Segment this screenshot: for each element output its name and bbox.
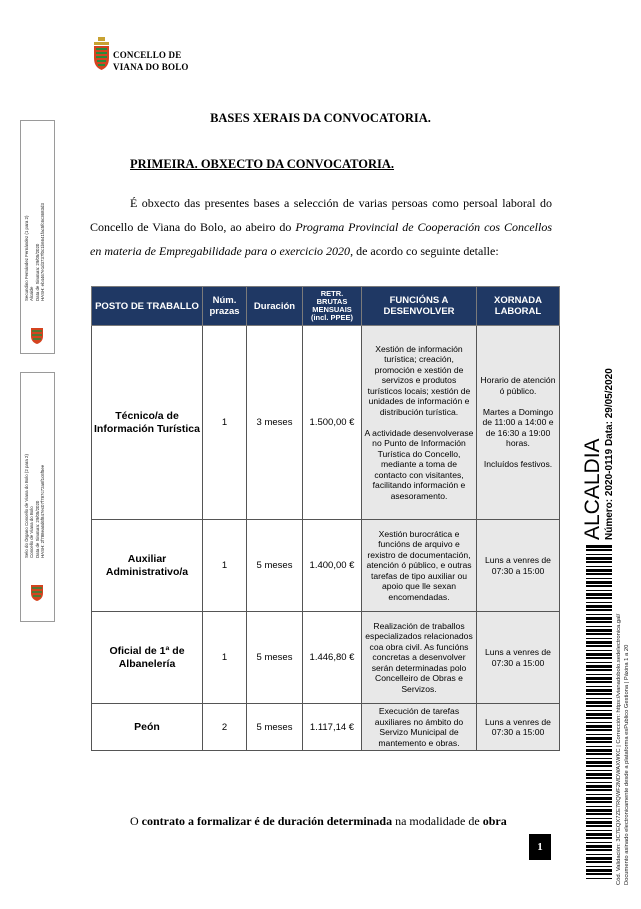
validation-code-line1: Cód. Validación: 3C7EQX7ZE7RQWF2MDWAXWKC | Corrección: https://vianadobolo.sedelectronica.gal/ bbox=[616, 613, 622, 885]
department-stamp: ALCALDIA bbox=[581, 438, 604, 540]
row-duration: 3 meses bbox=[247, 326, 303, 520]
concello-coat-of-arms-logo bbox=[93, 37, 110, 75]
signature-1-text: Secundino Fernández Fernández (1 para 2) Alcalde Data de Sinatura: 29/05/2020 HASH: eb4467e1d3737f0c1b6641fac5fc6c3683d3 bbox=[24, 203, 46, 301]
row-hours: Luns a venres de 07:30 a 15:00 bbox=[477, 612, 560, 704]
signature-2-text: Selo do Órgano Concello de Viana do Bolo (2 para 2) Concello de Viana do Bolo Data de Sinatura: 29/05/2020 HASH: 2f788ea6d6f847ec07f787c72a6f1c6f5ee bbox=[24, 454, 46, 558]
signature-box-1 bbox=[20, 120, 55, 354]
row-salary: 1.446,80 € bbox=[303, 612, 362, 704]
table-row bbox=[92, 704, 560, 751]
contract-paragraph: O contrato a formalizar é de duración determinada na modalidade de obra bbox=[130, 814, 507, 828]
signature-seal-icon bbox=[30, 326, 44, 344]
organization-name bbox=[113, 49, 189, 73]
header-post: POSTO DE TRABALLO bbox=[92, 287, 203, 326]
row-duration: 5 meses bbox=[247, 704, 303, 751]
row-hours: Horario de atención ó público. Martes a Domingo de 11:00 a 14:00 e de 16:30 a 19:00 horas. Incluídos festivos. bbox=[477, 326, 560, 520]
row-post: Peón bbox=[92, 704, 203, 751]
row-hours: Luns a venres de 07:30 a 15:00 bbox=[477, 520, 560, 612]
row-functions: Execución de tarefas auxiliares no ámbito do Servizo Municipal de mantemento e obras. bbox=[362, 704, 477, 751]
section-title: PRIMEIRA. OBXECTO DA CONVOCATORIA. bbox=[130, 157, 395, 171]
row-post: Oficial de 1ª de Albanelería bbox=[92, 612, 203, 704]
barcode bbox=[586, 545, 612, 880]
job-positions-table bbox=[91, 286, 560, 751]
row-functions: Xestión burocrática e funcións de arquivo e rexistro de documentación, atención ó público, e outras tarefas de tipo auxiliar ou apoio que lle sexan encomendadas. bbox=[362, 520, 477, 612]
table-row bbox=[92, 612, 560, 704]
header-hours: XORNADA LABORAL bbox=[477, 287, 560, 326]
record-number: Número: 2020-0119 Data: 29/05/2020 bbox=[604, 368, 615, 540]
row-salary: 1.400,00 € bbox=[303, 520, 362, 612]
row-count: 1 bbox=[203, 326, 247, 520]
row-count: 1 bbox=[203, 520, 247, 612]
table-header-row bbox=[92, 287, 560, 326]
header-count: Núm. prazas bbox=[203, 287, 247, 326]
document-title: BASES XERAIS DA CONVOCATORIA. bbox=[210, 111, 431, 125]
programme-name: Programa Provincial de Cooperación cos Concellos en materia de Empregabilidade para o exercicio 2020 bbox=[90, 220, 552, 258]
row-count: 1 bbox=[203, 612, 247, 704]
intro-text-1: É obxecto das presentes bases a selección de varias persoas como persoal laboral do Concello de Viana do Bolo, ao abeiro do bbox=[90, 196, 552, 234]
page-number: 1 bbox=[529, 834, 551, 860]
row-functions: Xestión de información turística; creación, promoción e xestión de servizos e produtos turísticos locais; xestión de unidades de información e distribución turística. A actividade desenvolverase no Punto de Información Turística do Concello, mediante a toma de contacto con visitantes, facilitando información e asesoramento. bbox=[362, 326, 477, 520]
table-row bbox=[92, 326, 560, 520]
header-functions: FUNCIÓNS A DESENVOLVER bbox=[362, 287, 477, 326]
validation-code-line2: Documento asinado electronicamente desde a plataforma esPublico Gestiona | Páxina 1 a 20 bbox=[624, 644, 630, 885]
row-functions: Realización de traballos especializados relacionados coa obra civil. As funcións concretas a desenvolver serán determinadas polo Concelleiro de Obras e Servizos. bbox=[362, 612, 477, 704]
row-salary: 1.500,00 € bbox=[303, 326, 362, 520]
table-row bbox=[92, 520, 560, 612]
row-duration: 5 meses bbox=[247, 520, 303, 612]
org-name-line2: VIANA DO BOLO bbox=[113, 62, 189, 72]
row-hours: Luns a venres de 07:30 a 15:00 bbox=[477, 704, 560, 751]
row-salary: 1.117,14 € bbox=[303, 704, 362, 751]
intro-text-2: , de acordo co seguinte detalle: bbox=[350, 244, 499, 258]
header-duration: Duración bbox=[247, 287, 303, 326]
intro-paragraph bbox=[90, 191, 552, 263]
header-salary: RETR. BRUTAS MENSUAIS (incl. PPEE) bbox=[303, 287, 362, 326]
row-post: Auxiliar Administrativo/a bbox=[92, 520, 203, 612]
signature-seal-icon bbox=[30, 583, 44, 601]
org-name-line1: CONCELLO DE bbox=[113, 50, 182, 60]
row-post: Técnico/a de Información Turística bbox=[92, 326, 203, 520]
signature-box-2 bbox=[20, 372, 55, 622]
row-duration: 5 meses bbox=[247, 612, 303, 704]
row-count: 2 bbox=[203, 704, 247, 751]
